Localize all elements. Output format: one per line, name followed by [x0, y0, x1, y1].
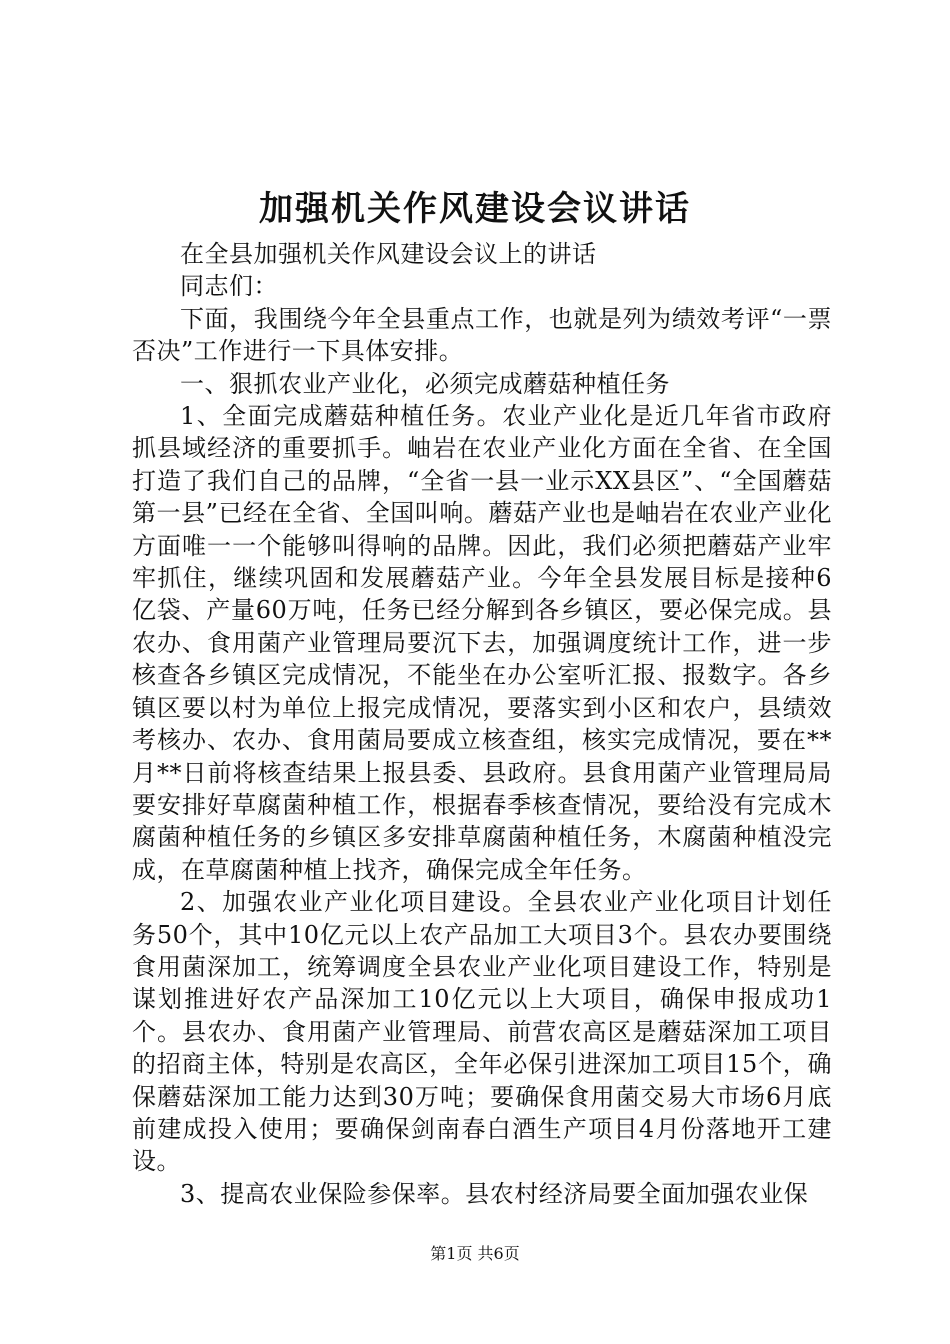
salutation: 同志们：: [180, 272, 278, 301]
speech-subtitle: 在全县加强机关作风建设会议上的讲话: [180, 240, 597, 268]
paragraph-intro: 下面，我围绕今年全县重点工作，也就是列为绩效考评“一票否决”工作进行一下具体安排。: [132, 304, 832, 366]
page-footer: 第1页 共6页: [430, 1244, 520, 1263]
section-heading-1: 一、狠抓农业产业化，必须完成蘑菇种植任务: [180, 369, 670, 398]
paragraph-item-2: 2、加强农业产业化项目建设。全县农业产业化项目计划任务50个，其中10亿元以上农产品加工大项目3个。县农办要围绕食用菌深加工，统筹调度全县农业产业化项目建设工作，特别是谋划推进好农产品深加工10亿元以上大项目，确保申报成功1个。县农办、食用菌产业管理局、前营农高区是蘑菇深加工项目的招商主体，特别是农高区，全年必保引进深加工项目15个，确保蘑菇深加工能力达到30万吨；要确保食用菌交易大市场6月底前建成投入使用；要确保剑南春白酒生产项目4月份落地开工建设。: [132, 888, 832, 1176]
paragraph-item-1: 1、全面完成蘑菇种植任务。农业产业化是近几年省市政府抓县域经济的重要抓手。岫岩在农业产业化方面在全省、在全国打造了我们自己的品牌，“全省一县一业示XX县区”、“全国蘑菇第一县”已经在全省、全国叫响。蘑菇产业也是岫岩在农业产业化方面唯一一个能够叫得响的品牌。因此，我们必须把蘑菇产业牢牢抓住，继续巩固和发展蘑菇产业。今年全县发展目标是接种6亿袋、产量60万吨，任务已经分解到各乡镇区，要必保完成。县农办、食用菌产业管理局要沉下去，加强调度统计工作，进一步核查各乡镇区完成情况，不能坐在办公室听汇报、报数字。各乡镇区要以村为单位上报完成情况，要落实到小区和农户，县绩效考核办、农办、食用菌局要成立核查组，核实完成情况，要在**月**日前将核查结果上报县委、县政府。县食用菌产业管理局局要安排好草腐菌种植工作，根据春季核查情况，要给没有完成木腐菌种植任务的乡镇区多安排草腐菌种植任务，木腐菌种植没完成，在草腐菌种植上找齐，确保完成全年任务。: [132, 402, 832, 884]
paragraph-item-3: 3、提高农业保险参保率。县农村经济局要全面加强农业保: [180, 1179, 809, 1208]
document-title: 加强机关作风建设会议讲话: [259, 189, 691, 229]
document-body: [132, 238, 832, 1210]
